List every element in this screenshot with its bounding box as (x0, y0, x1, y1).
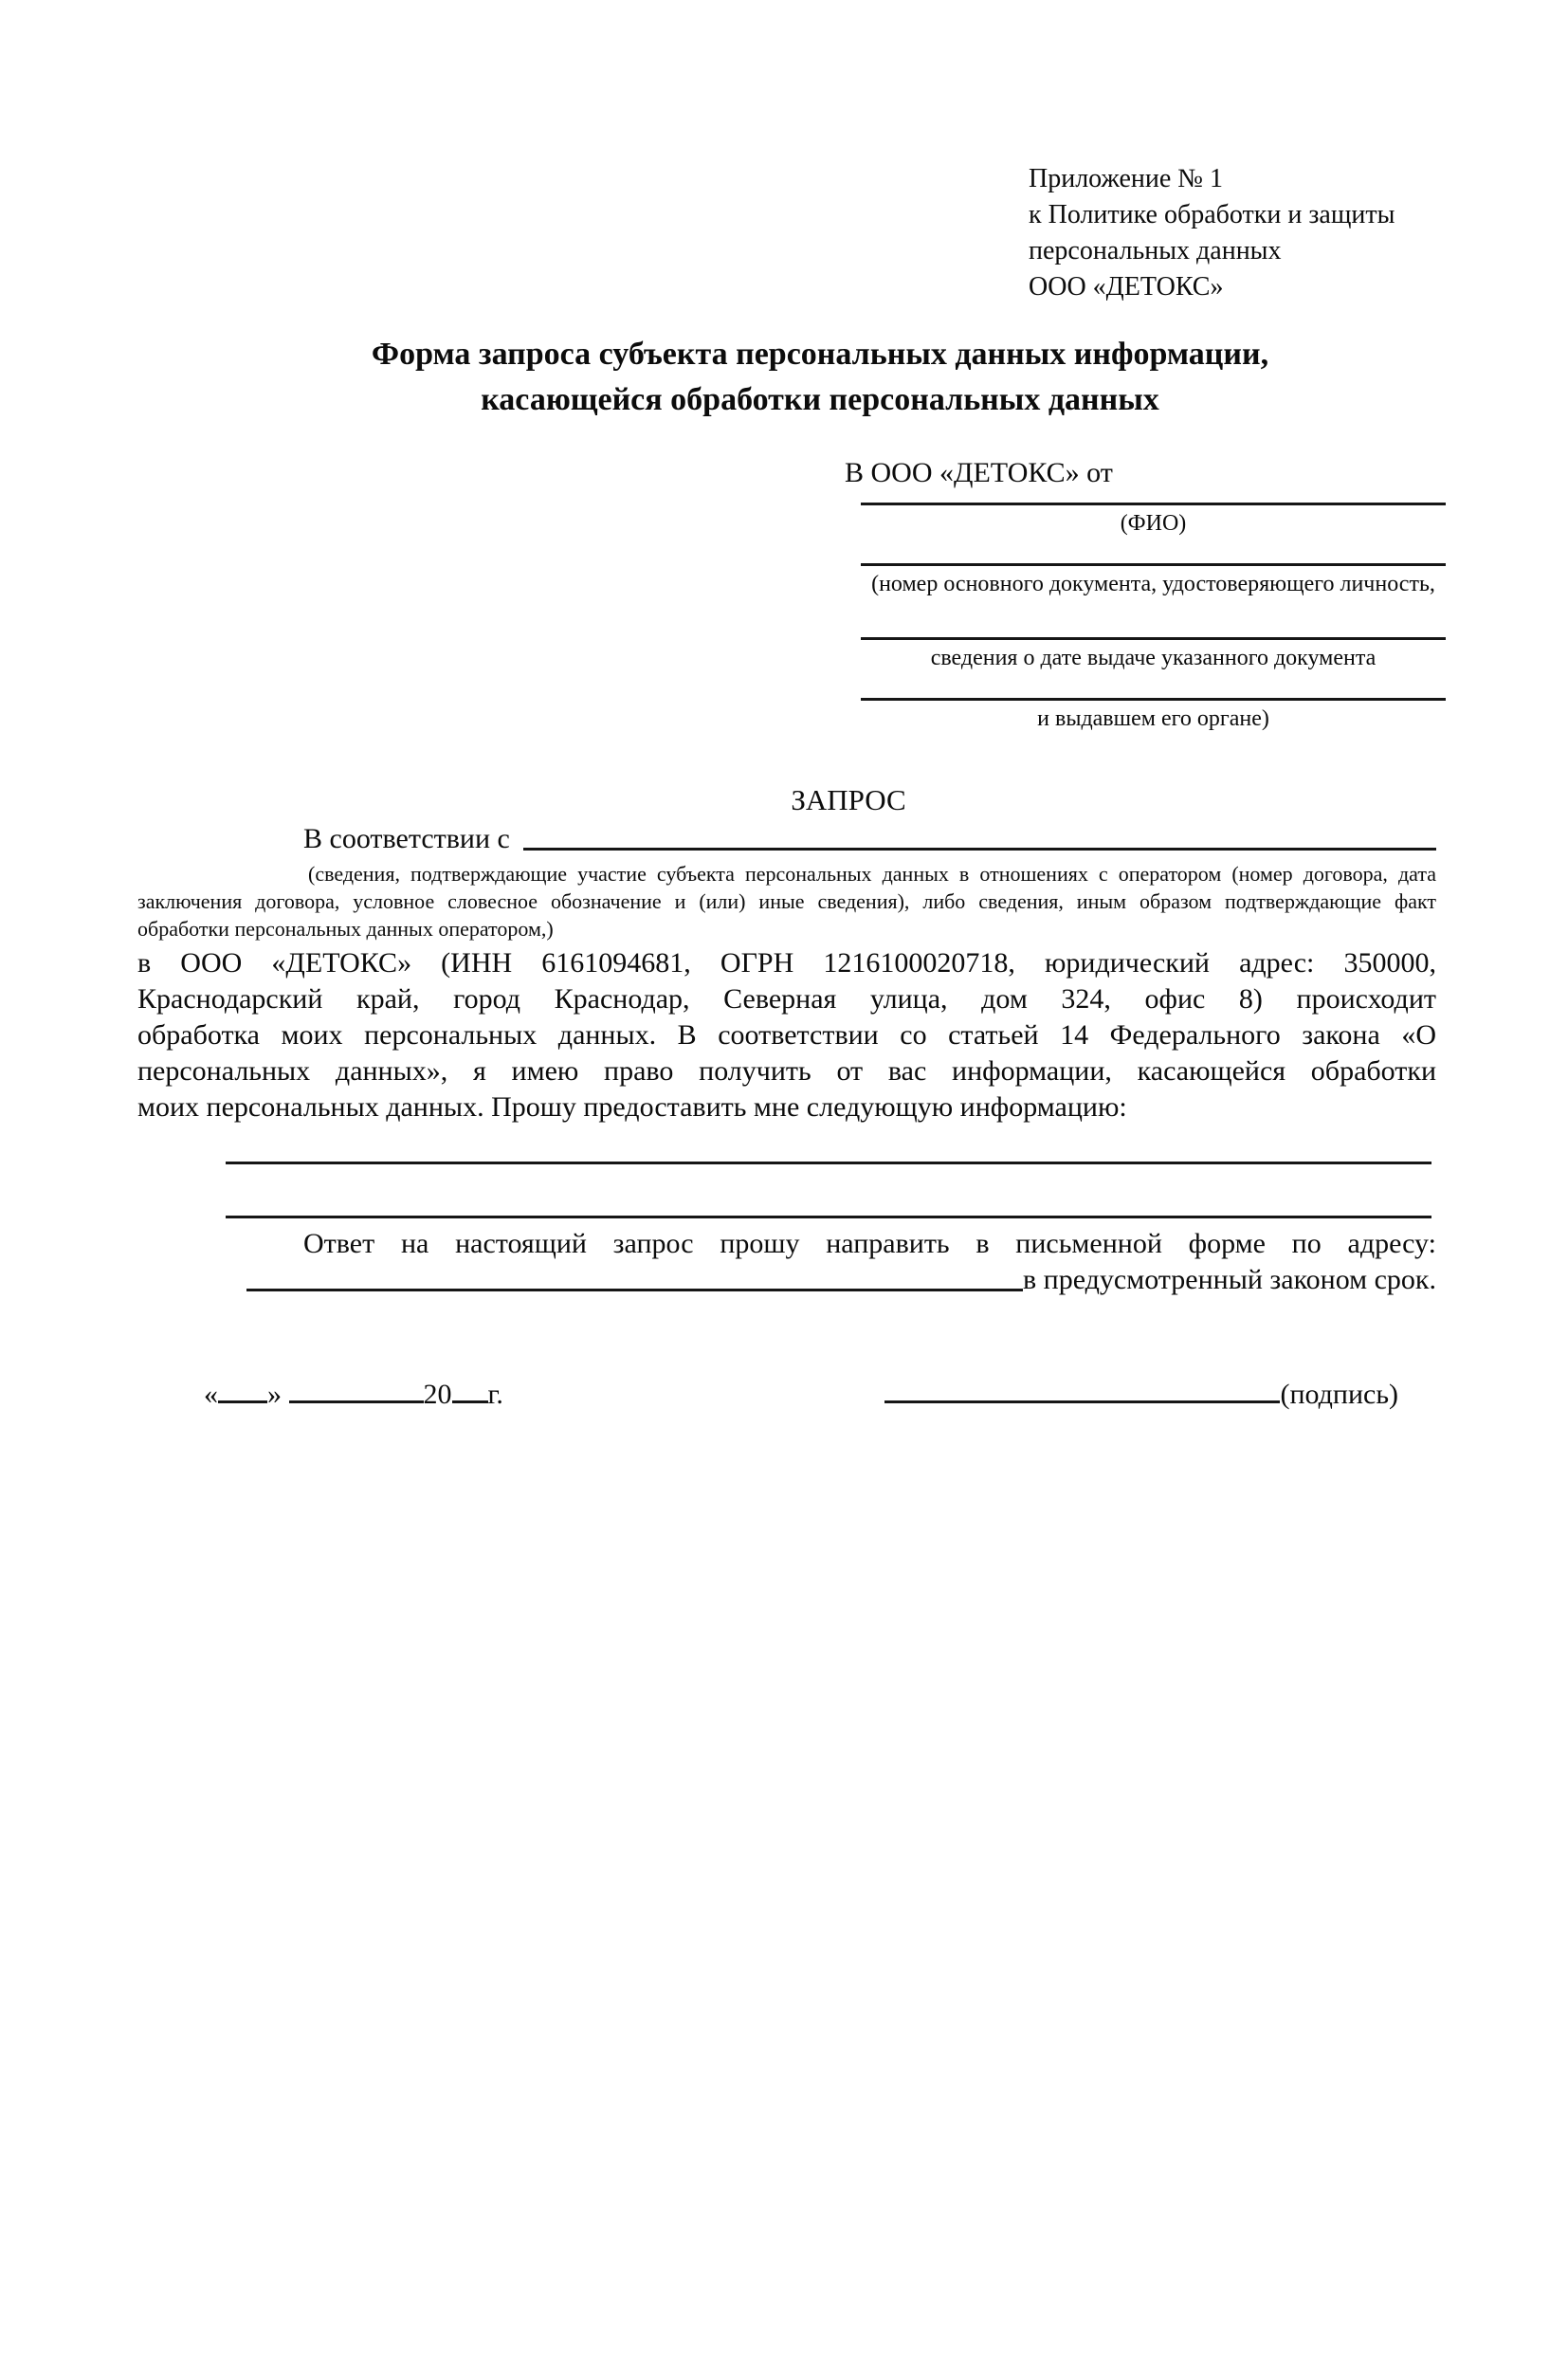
date-month-blank (289, 1378, 424, 1403)
requested-info-blank-line (226, 1164, 1431, 1218)
page-content (0, 161, 1568, 1414)
requested-info-blank-line (226, 1125, 1431, 1164)
date-year-blank (452, 1378, 488, 1403)
response-address-blank-line (246, 1262, 1023, 1291)
signature-blank-line (884, 1378, 1280, 1403)
date-signature-row (137, 1376, 1436, 1414)
date-day-blank (218, 1378, 267, 1403)
response-request-suffix: в предусмотренный законом срок. (1023, 1264, 1436, 1295)
document-number-field-caption: (номер основного документа, удостоверяющего личность, (871, 572, 1435, 596)
date-close-quote: » (267, 1379, 282, 1410)
date-block (204, 1376, 503, 1414)
date-open-quote: « (204, 1379, 218, 1410)
fio-field-line (861, 491, 1446, 505)
appendix-note (1029, 161, 1436, 305)
body-paragraph (137, 945, 1436, 1125)
document-number-field-line (861, 539, 1446, 566)
date-year-prefix: 20 (423, 1379, 452, 1410)
intro-prefix: В соответствии с (303, 823, 510, 854)
appendix-note-line: к Политике обработки и защиты (1029, 200, 1395, 229)
body-line: обработка моих персональных данных. В соответствии со статьей 14 Федерального закона «О (137, 1019, 1436, 1051)
appendix-note-line: Приложение № 1 (1029, 164, 1223, 193)
addressee-to-line: В ООО «ДЕТОКС» от (845, 457, 1113, 488)
response-address-line (246, 1262, 1436, 1298)
footnote (137, 860, 1436, 942)
signature-caption: (подпись) (1280, 1379, 1398, 1410)
signature-block (884, 1376, 1398, 1414)
intro-line (137, 821, 1436, 857)
issue-date-field-line (861, 599, 1446, 640)
request-heading: ЗАПРОС (791, 783, 906, 816)
date-year-suffix: г. (487, 1379, 503, 1410)
appendix-note-line: персональных данных (1029, 236, 1282, 265)
body-line: в ООО «ДЕТОКС» (ИНН 6161094681, ОГРН 1216100020718, юридический адрес: 350000, (137, 947, 1436, 979)
appendix-note-line: ООО «ДЕТОКС» (1029, 272, 1224, 302)
document-page (0, 161, 1568, 2379)
fio-field-caption: (ФИО) (1120, 511, 1187, 536)
body-line: моих персональных данных. Прошу предоставить мне следующую информацию: (137, 1091, 1127, 1123)
addressee-block (861, 491, 1446, 734)
footnote-line: (сведения, подтверждающие участие субъекта персональных данных в отношениях с оператором (номер договора, дата (308, 862, 1436, 886)
footnote-line: заключения договора, условное словесное обозначение и (или) иные сведения), либо сведения, иным образом подтверждающие факт (137, 889, 1436, 913)
document-title-line: касающейся обработки персональных данных (481, 382, 1159, 417)
body-line: Краснодарский край, город Краснодар, Северная улица, дом 324, офис 8) происходит (137, 983, 1436, 1015)
issuing-authority-field-line (861, 673, 1446, 701)
document-title-line: Форма запроса субъекта персональных данных информации, (371, 337, 1269, 372)
response-request-line: Ответ на настоящий запрос прошу направить в письменной форме по адресу: (303, 1228, 1436, 1259)
footnote-line: обработки персональных данных оператором,) (137, 917, 554, 941)
intro-blank-line (523, 821, 1436, 851)
issuing-authority-field-caption: и выдавшем его органе) (1037, 706, 1269, 731)
issue-date-field-caption: сведения о дате выдаче указанного документа (930, 646, 1377, 670)
body-line: персональных данных», я имею право получить от вас информации, касающейся обработки (137, 1055, 1436, 1087)
document-title (137, 332, 1436, 423)
